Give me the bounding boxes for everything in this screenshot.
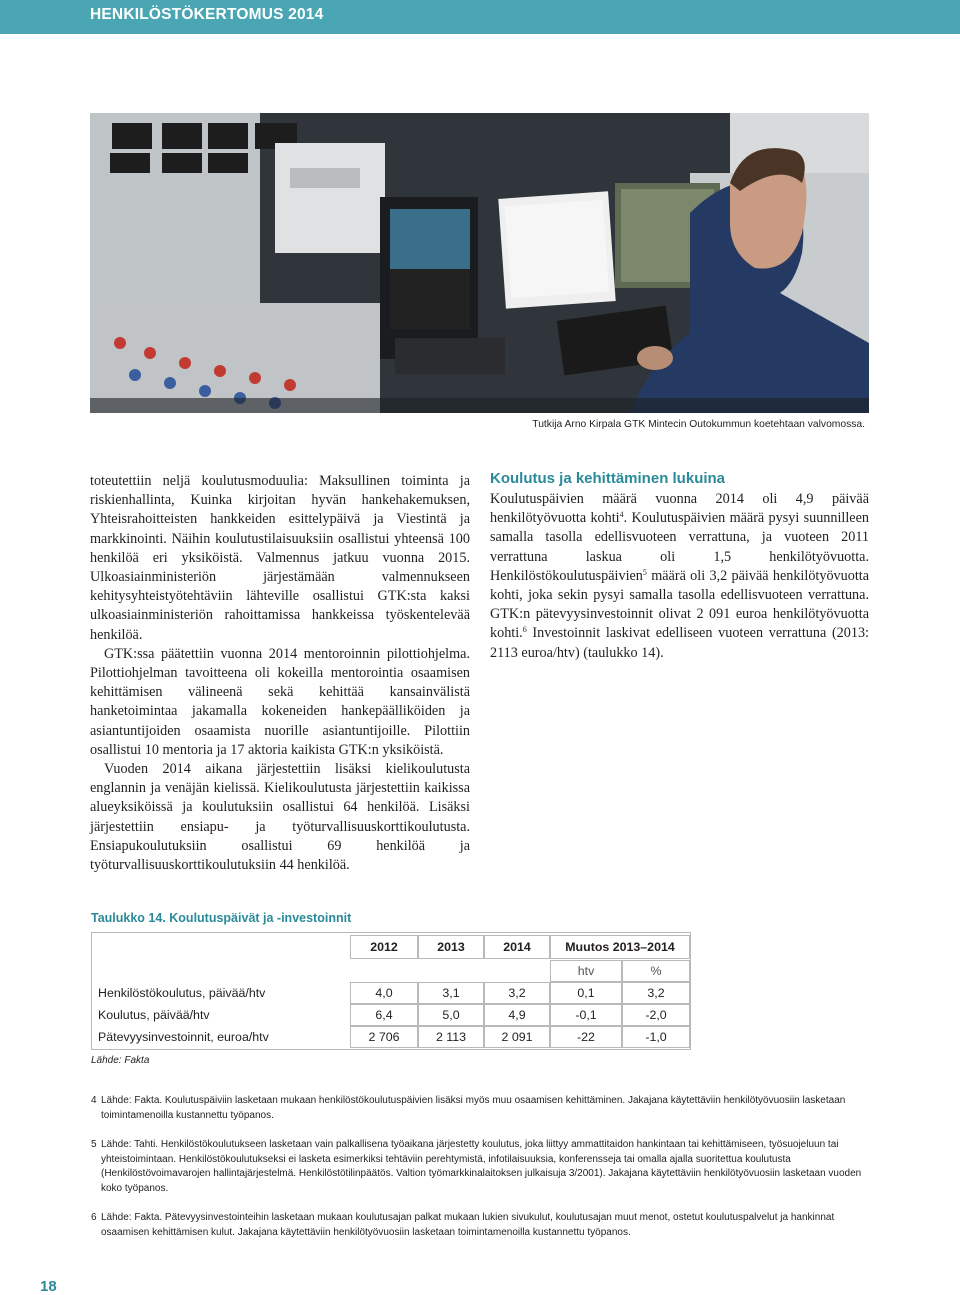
cell: -2,0: [622, 1004, 690, 1026]
footnote-number: 4: [91, 1095, 97, 1106]
footnote-number: 6: [91, 1212, 97, 1223]
cell: 2 706: [350, 1026, 418, 1048]
cell: 4,0: [350, 982, 418, 1004]
page-number: 18: [40, 1278, 57, 1295]
control-room-photo: [90, 113, 869, 413]
column-header: Muutos 2013–2014: [550, 935, 690, 959]
right-text-column: [490, 470, 869, 663]
footnote-text: Lähde: Fakta. Koulutuspäiviin lasketaan mukaan henkilöstökoulutuspäivien lisäksi myös muu osaamisen kehittäminen. Jakajana käytettäviin henkilötyövuosiin lasketaan toimintamenoilla kustannettu työpanos.: [101, 1095, 846, 1121]
table-caption: [91, 911, 351, 925]
footnote-text: Lähde: Fakta. Pätevyysinvestointeihin lasketaan mukaan koulutusajan palkat mukaan lukien sivukulut, koulutusajan muut menot, ostetut koulutuspalvelut ja hankinnat osaamisen kehittämisen kulut. Jakajana käytettäviin henkilötyövuosiin lasketaan toimintamenoilla kustannettu työpanos.: [101, 1212, 835, 1238]
footnote-ref: 6: [522, 625, 527, 635]
cell: 3,2: [622, 982, 690, 1004]
cell: 2 091: [484, 1026, 550, 1048]
row-label: Pätevyysinvestoinnit, euroa/htv: [98, 1030, 269, 1044]
text-run: Koulutuspäivien määrä vuonna 2014 oli 4,9 päivää henkilötyövuotta kohti: [490, 491, 869, 527]
paragraph: GTK:ssa päätettiin vuonna 2014 mentoroinnin pilottiohjelma. Pilottiohjelman tavoitteena oli kokeilla mentorointia osaamisen kehittämisen välineenä sekä kehittää kansainvälistä hanketoimintaa jakamalla kokeneiden hankepäälliköiden ja asiantuntijoiden osaamista nuorille asiantuntijoille. Pilottiin osallistui 10 mentoria ja 17 aktoria kaikista GTK:n yksiköistä.: [90, 645, 470, 758]
footnote: [91, 1094, 866, 1123]
cell: -1,0: [622, 1026, 690, 1048]
row-label: Koulutus, päivää/htv: [98, 1008, 210, 1022]
cell: 3,2: [484, 982, 550, 1004]
cell: 6,4: [350, 1004, 418, 1026]
subheader-percent: %: [622, 960, 690, 982]
cell: -0,1: [550, 1004, 622, 1026]
paragraph: Vuoden 2014 aikana järjestettiin lisäksi kielikoulutusta englannin ja venäjän kielissä. Kielikoulutusta järjestettiin kaikissa alueyksiköissä ja koulutuksiin osallistui 64 henkilöä. Lisäksi järjestettiin ensiapu- ja työturvallisuuskorttikoulutusta. Ensiapukoulutuksiin osallistui 69 henkilöä ja työturvallisuuskorttikoulutuksiin 44 henkilöä.: [90, 761, 470, 874]
text-run: . Koulutuspäivien määrä pysyi suunnilleen samalla tasolla edellisvuoteen verrattuna, ja vuoteen 2011 verrattuna laskua oli 1,5 henkilötyövuotta. Henkilöstökoulutuspäivien: [490, 510, 869, 584]
page-header: [0, 0, 960, 34]
table-caption-number: Taulukko 14.: [91, 911, 166, 925]
table-caption-title: Koulutuspäivät ja -investoinnit: [165, 911, 352, 925]
text-run: määrä oli 3,2 päivää henkilötyövuotta kohti, joka sekin pysyi samalla tasolla edellisvuoteen verrattuna. GTK:n pätevyysinvestoinnit olivat 2 091 euroa henkilötyövuotta kohti.: [490, 567, 869, 642]
footnote-number: 5: [91, 1139, 97, 1150]
column-header: 2013: [418, 935, 484, 959]
paragraph: toteutettiin neljä koulutusmoduulia: Maksullinen toiminta ja riskienhallinta, Kuinka kirjoitan hyvän hankehakemuksen, Yhteisrahoitteisten hankkeiden esittelypäivä ja Viestintä ja markkinointi. Näihin koulutustilaisuuksiin osallistui yhteensä 100 henkilöä eri yksiköistä. Valmennus jatkuu vuonna 2015. Ulkoasiainministeriön järjestämään valmennukseen kehitysyhteistyötehtäviin lähteville osallistui GTK:sta kaksi ulkoasiainministeriön rahoittamissa hankkeissa työskentelevää henkilöä.: [90, 473, 470, 643]
footnote: [91, 1211, 866, 1240]
photo-illustration: [90, 113, 869, 413]
column-header: 2012: [350, 935, 418, 959]
column-header: 2014: [484, 935, 550, 959]
photo-caption: Tutkija Arno Kirpala GTK Mintecin Outokummun koetehtaan valvomossa.: [532, 419, 865, 430]
paragraph: [490, 490, 869, 663]
subheader-htv: htv: [550, 960, 622, 982]
cell: 3,1: [418, 982, 484, 1004]
section-heading: Koulutus ja kehittäminen lukuina: [490, 470, 726, 487]
text-run: Investoinnit laskivat edelliseen vuoteen verrattuna (2013: 2113 euroa/htv) (taulukko 14).: [490, 625, 869, 661]
footnote-ref: 5: [642, 567, 647, 577]
cell: 2 113: [418, 1026, 484, 1048]
cell: 5,0: [418, 1004, 484, 1026]
cell: -22: [550, 1026, 622, 1048]
left-text-column: [90, 472, 470, 875]
cell: 4,9: [484, 1004, 550, 1026]
row-label: Henkilöstökoulutus, päivää/htv: [98, 986, 266, 1000]
footnote-ref: 4: [619, 510, 624, 520]
cell: 0,1: [550, 982, 622, 1004]
footnote-text: Lähde: Tahti. Henkilöstökoulutukseen lasketaan vain palkallisena työaikana järjestetty koulutus, joka liittyy ammattitaidon hankintaan tai kehittämiseen, työsuojeluun tai yhteistoimintaan. Henkilöstökoulutukseksi ei lasketa esimerkiksi tehtäviin perehtymistä, infotilaisuuksia, konferensseja tai omalla ajalla suoritettua koulutusta (Henkilöstövoimavarojen hallintajärjestelmä. Henkilöstötilinpäätös. Valtion työmarkkinalaitoksen julkaisuja 3/2001). Jakajana käytettäviin henkilötyövuosiin lasketaan vuoden koko työpanos.: [101, 1139, 862, 1194]
training-table: [91, 932, 691, 1050]
header-title: HENKILÖSTÖKERTOMUS 2014: [90, 6, 324, 23]
table-source: Lähde: Fakta: [91, 1055, 150, 1066]
footnote: [91, 1138, 866, 1196]
